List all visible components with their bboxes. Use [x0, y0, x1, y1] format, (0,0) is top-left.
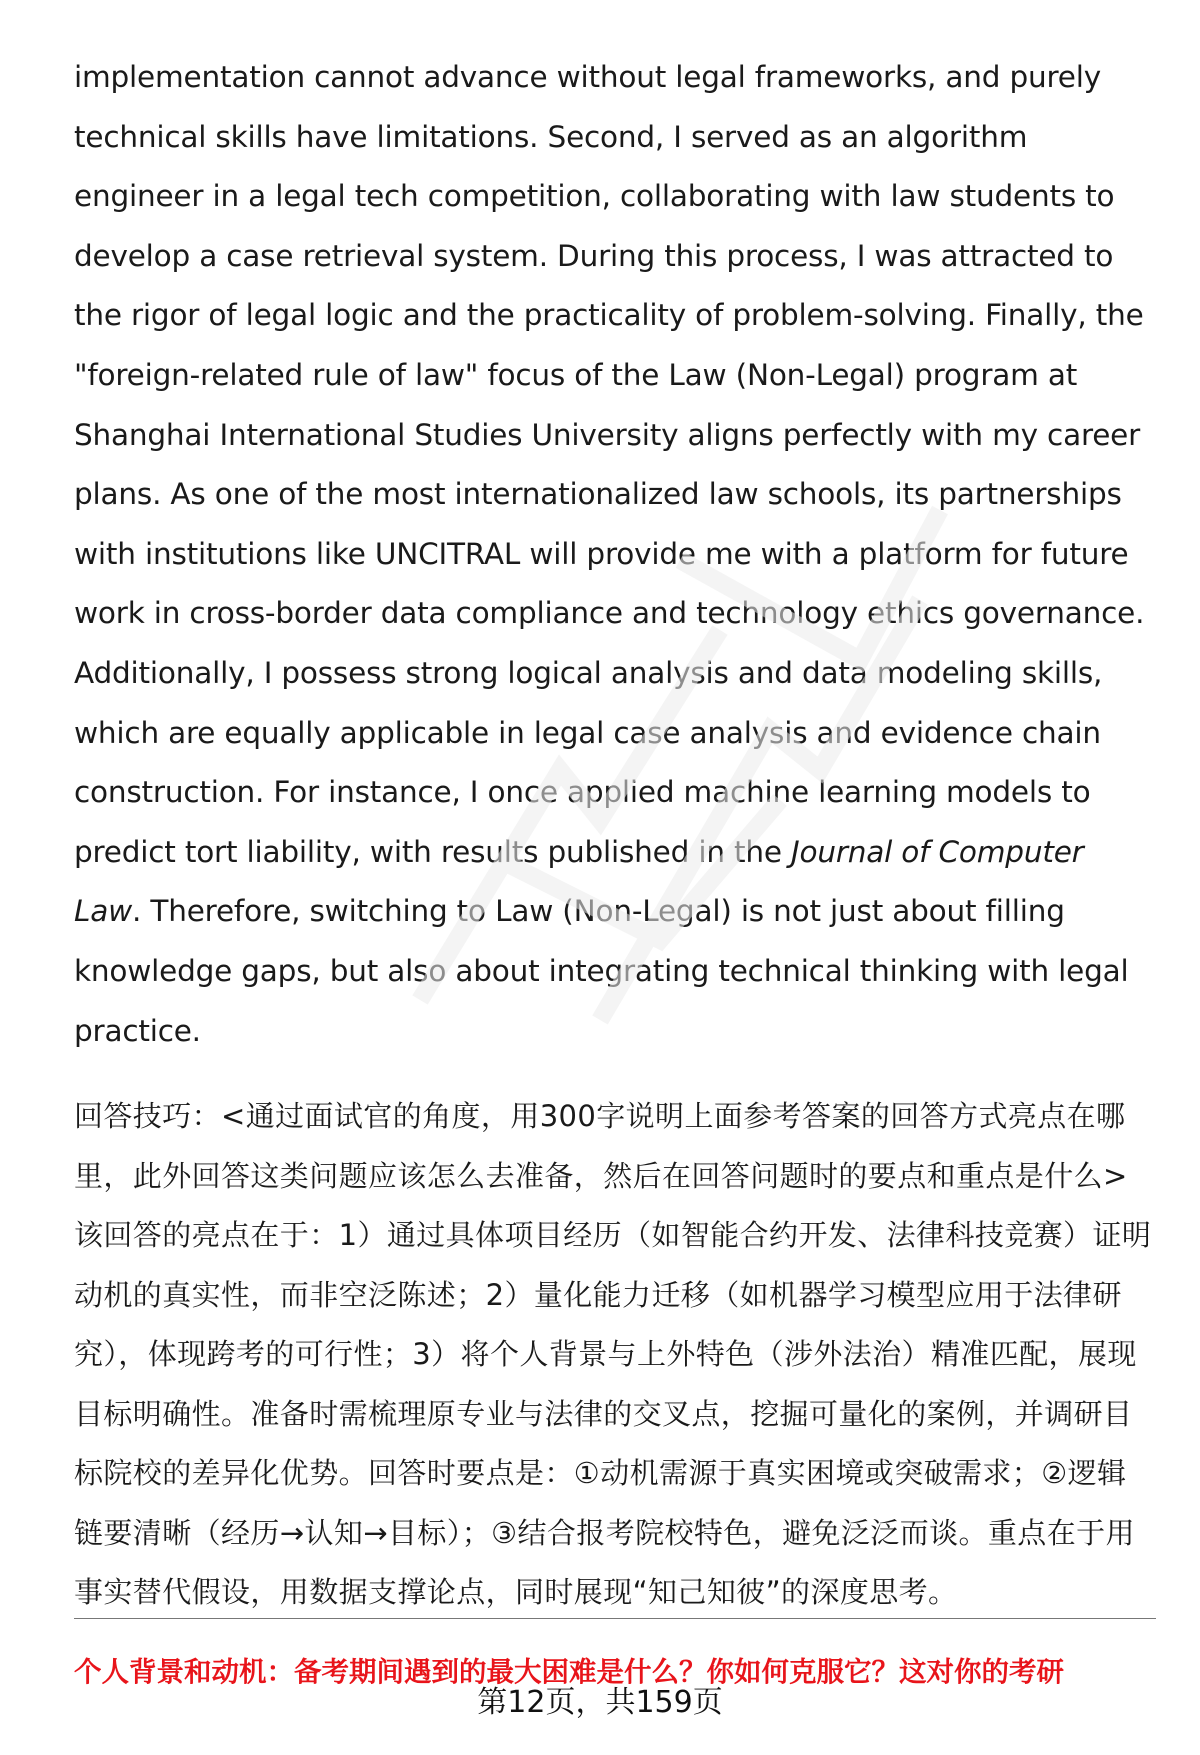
document-body [74, 48, 1154, 1623]
answer-text-part-1: implementation cannot advance without legal frameworks, and purely technical skills have limitations. Second, I served as an algorithm engineer in a legal tech competition, collaborating with law students to develop a case retrieval system. During this process, I was attracted to the rigor of legal logic and the practicality of problem-solving. Finally, the "foreign-related rule of law" focus of the Law (Non-Legal) program at Shanghai International Studies University aligns perfectly with my career plans. As one of the most internationalized law schools, its partnerships with institutions like UNCITRAL will provide me with a platform for future work in cross-border data compliance and technology ethics governance. Additionally, I possess strong logical analysis and data modeling skills, which are equally applicable in legal case analysis and evidence chain construction. For instance, I once applied machine learning models to predict tort liability, with results published in the [74, 60, 1145, 869]
next-question-heading: 个人背景和动机：备考期间遇到的最大困难是什么？你如何克服它？这对你的考研 [74, 1656, 1064, 1688]
english-answer-paragraph [74, 48, 1154, 1061]
page-number: 第12页，共159页 [477, 1685, 723, 1720]
answer-tips-paragraph: 回答技巧：<通过面试官的角度，用300字说明上面参考答案的回答方式亮点在哪里，此外回答这类问题应该怎么去准备，然后在回答问题时的要点和重点是什么>该回答的亮点在于：1）通过具体项目经历（如智能合约开发、法律科技竞赛）证明动机的真实性，而非空泛陈述；2）量化能力迁移（如机器学习模型应用于法律研究），体现跨考的可行性；3）将个人背景与上外特色（涉外法治）精准匹配，展现目标明确性。准备时需梳理原专业与法律的交叉点，挖掘可量化的案例，并调研目标院校的差异化优势。回答时要点是：①动机需源于真实困境或突破需求；②逻辑链要清晰（经历→认知→目标）；③结合报考院校特色，避免泛泛而谈。重点在于用事实替代假设，用数据支撑论点，同时展现“知己知彼”的深度思考。 [74, 1099, 1152, 1610]
journal-title: Journal of Computer Law [74, 834, 1084, 929]
section-divider [74, 1618, 1156, 1619]
answer-text-part-2: . Therefore, switching to Law (Non-Legal) is not just about filling knowledge gaps, but also about integrating technical thinking with legal practice. [74, 894, 1129, 1048]
